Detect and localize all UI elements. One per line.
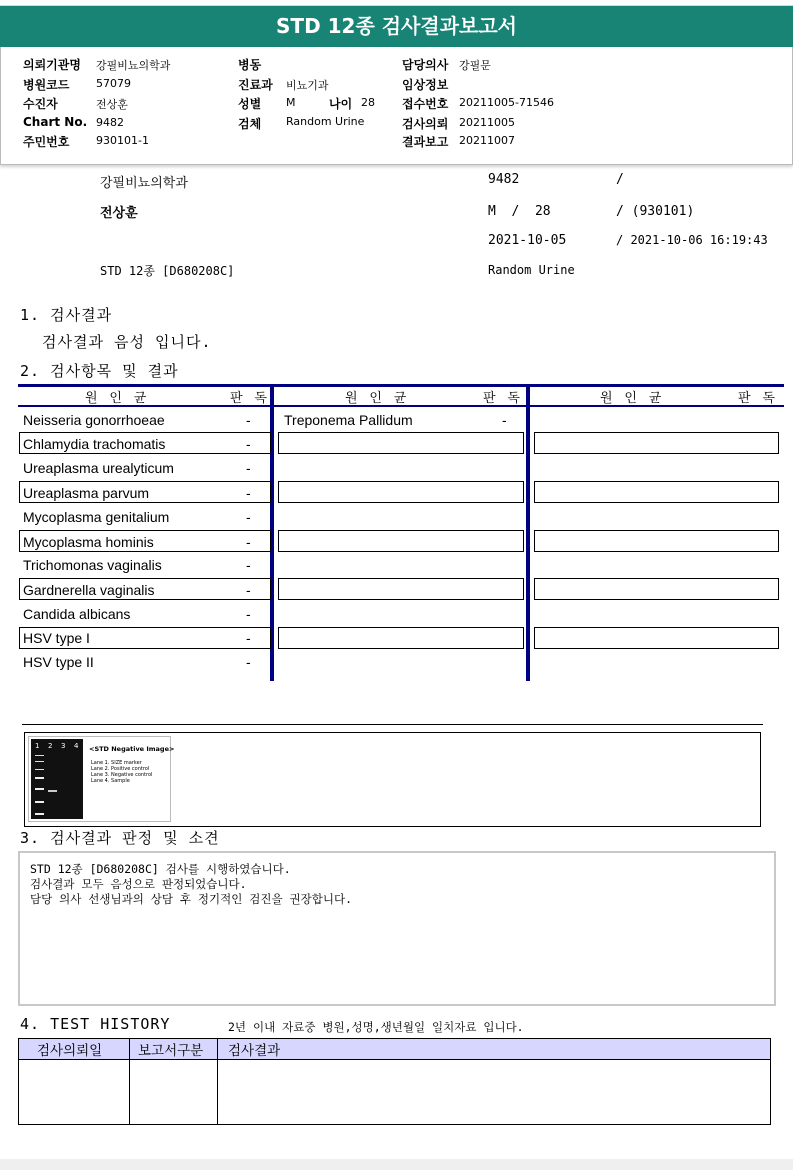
history-col-request-date: 검사의뢰일 xyxy=(19,1039,130,1060)
gel-band xyxy=(35,801,44,803)
lane-number: 4 xyxy=(74,742,79,750)
patient-sep: / xyxy=(616,172,624,187)
organism-result: - xyxy=(246,557,251,573)
organism-result: - xyxy=(246,436,251,452)
specimen-value: Random Urine xyxy=(286,115,365,128)
history-cell xyxy=(130,1060,218,1125)
organism-name: Mycoplasma genitalium xyxy=(23,509,170,525)
patient-test-name: STD 12종 [D680208C] xyxy=(100,264,235,278)
organism-name: Ureaplasma urealyticum xyxy=(23,460,174,476)
patient-birth: / (930101) xyxy=(616,204,695,219)
age-value: 28 xyxy=(361,96,375,109)
gel-band xyxy=(35,813,44,815)
row-box xyxy=(278,432,524,454)
section2-title: 2. 검사항목 및 결과 xyxy=(20,362,179,380)
patient-chart: 9482 xyxy=(488,172,520,187)
history-header-row xyxy=(19,1039,771,1060)
institution-label: 의뢰기관명 xyxy=(23,58,81,72)
findings-box xyxy=(18,851,776,1006)
section1-title: 1. 검사결과 xyxy=(20,306,113,324)
doctor-label: 담당의사 xyxy=(402,58,449,72)
organism-result: - xyxy=(246,630,251,646)
findings-line: STD 12종 [D680208C] 검사를 시행하였습니다. xyxy=(30,862,291,876)
receipt-no-label: 접수번호 xyxy=(402,97,449,111)
lane-number: 2 xyxy=(48,742,53,750)
gel-band xyxy=(35,777,44,779)
organism-result: - xyxy=(246,460,251,476)
organism-result: - xyxy=(246,485,251,501)
organism-name: HSV type I xyxy=(23,630,90,646)
row-box xyxy=(534,432,779,454)
organism-name: Treponema Pallidum xyxy=(284,412,413,428)
chart-no-label: Chart No. xyxy=(23,115,88,129)
department-label: 진료과 xyxy=(238,78,273,92)
history-col-report-type: 보고서구분 xyxy=(130,1039,218,1060)
row-box xyxy=(534,627,779,649)
gel-band xyxy=(48,790,57,792)
organism-result: - xyxy=(246,509,251,525)
organism-result: - xyxy=(246,412,251,428)
section-separator xyxy=(22,724,763,725)
gel-title: <STD Negative Image> xyxy=(89,745,175,753)
sex-value: M xyxy=(286,96,296,109)
age-label: 나이 xyxy=(329,97,353,111)
clinical-info-label: 임상정보 xyxy=(402,78,449,92)
report-date-label: 결과보고 xyxy=(402,135,449,149)
section1-text: 검사결과 음성 입니다. xyxy=(42,333,212,351)
organism-name: Mycoplasma hominis xyxy=(23,534,154,550)
gel-image xyxy=(28,736,175,822)
gel-legend-item: Lane 1. SIZE marker xyxy=(91,760,142,766)
col3-header-result: 판 독 xyxy=(738,391,777,406)
chart-no-value: 9482 xyxy=(96,116,124,129)
row-box xyxy=(534,578,779,600)
history-cell xyxy=(218,1060,771,1125)
request-date-label: 검사의뢰 xyxy=(402,117,449,131)
page-footer xyxy=(0,1159,793,1170)
patient-clinic: 강필비뇨의학과 xyxy=(100,176,188,191)
gel-band xyxy=(35,755,44,756)
findings-line: 담당 의사 선생님과의 상담 후 정기적인 검진을 권장합니다. xyxy=(30,892,353,906)
organism-name: Candida albicans xyxy=(23,606,131,622)
receipt-no-value: 20211005-71546 xyxy=(459,96,554,109)
organism-name: Gardnerella vaginalis xyxy=(23,582,155,598)
row-box xyxy=(534,481,779,503)
organism-name: Trichomonas vaginalis xyxy=(23,557,162,573)
row-box xyxy=(278,481,524,503)
organism-result: - xyxy=(246,582,251,598)
patient-date-report: / 2021-10-06 16:19:43 xyxy=(616,233,768,247)
table-divider-2 xyxy=(526,384,530,681)
history-note: 2년 이내 자료중 병원,성명,생년월일 일치자료 입니다. xyxy=(228,1020,524,1034)
col2-header-result: 판 독 xyxy=(483,391,522,406)
hospital-code-label: 병원코드 xyxy=(23,78,70,92)
row-box xyxy=(278,578,524,600)
section3-title: 3. 검사결과 판정 및 소견 xyxy=(20,829,220,847)
patient-sex-age: M / 28 xyxy=(488,204,551,219)
organism-result: - xyxy=(502,412,507,428)
resident-no-value: 930101-1 xyxy=(96,134,149,147)
organism-name: Ureaplasma parvum xyxy=(23,485,150,501)
patient-specimen: Random Urine xyxy=(488,263,575,277)
gel-legend-item: Lane 3. Negative control xyxy=(91,772,153,778)
gel-band xyxy=(35,788,44,790)
resident-no-label: 주민번호 xyxy=(23,135,70,149)
organism-result: - xyxy=(246,654,251,670)
findings-line: 검사결과 모두 음성으로 판정되었습니다. xyxy=(30,877,247,891)
report-date-value: 20211007 xyxy=(459,134,515,147)
lane-number: 1 xyxy=(35,742,40,750)
report-header xyxy=(0,47,793,165)
gel-legend-item: Lane 2. Positive control xyxy=(91,766,150,772)
gel-band xyxy=(35,769,44,770)
report-title: STD 12종 검사결과보고서 xyxy=(0,6,793,47)
hospital-code-value: 57079 xyxy=(96,77,131,90)
organism-result: - xyxy=(246,606,251,622)
history-cell xyxy=(19,1060,130,1125)
gel-band xyxy=(35,761,44,762)
col3-header-name: 원 인 균 xyxy=(600,391,664,406)
specimen-label: 검체 xyxy=(238,117,262,131)
doctor-value: 강필문 xyxy=(459,59,491,72)
row-box xyxy=(278,530,524,552)
history-empty-row xyxy=(19,1060,771,1125)
lane-number: 3 xyxy=(61,742,66,750)
ward-label: 병동 xyxy=(238,58,262,72)
department-value: 비뇨기과 xyxy=(286,79,329,92)
row-box xyxy=(278,627,524,649)
gel-legend-item: Lane 4. Sample xyxy=(91,778,130,784)
patient-date-request: 2021-10-05 xyxy=(488,233,567,248)
patient-name: 전상훈 xyxy=(100,206,138,221)
history-col-result: 검사결과 xyxy=(218,1039,771,1060)
sex-label: 성별 xyxy=(238,97,262,111)
organism-name: Chlamydia trachomatis xyxy=(23,436,166,452)
request-date-value: 20211005 xyxy=(459,116,515,129)
organism-name: HSV type II xyxy=(23,654,94,670)
col2-header-name: 원 인 균 xyxy=(345,391,409,406)
institution-value: 강필비뇨의학과 xyxy=(96,59,171,72)
section4-title: 4. TEST HISTORY xyxy=(20,1015,171,1033)
col1-header-result: 판 독 xyxy=(230,391,269,406)
history-table xyxy=(18,1038,771,1125)
col1-header-name: 원 인 균 xyxy=(85,391,149,406)
organism-name: Neisseria gonorrhoeae xyxy=(23,412,165,428)
examinee-value: 전상훈 xyxy=(96,98,128,111)
examinee-label: 수진자 xyxy=(23,97,58,111)
gel-photo xyxy=(31,739,83,819)
row-box xyxy=(534,530,779,552)
organism-result: - xyxy=(246,534,251,550)
